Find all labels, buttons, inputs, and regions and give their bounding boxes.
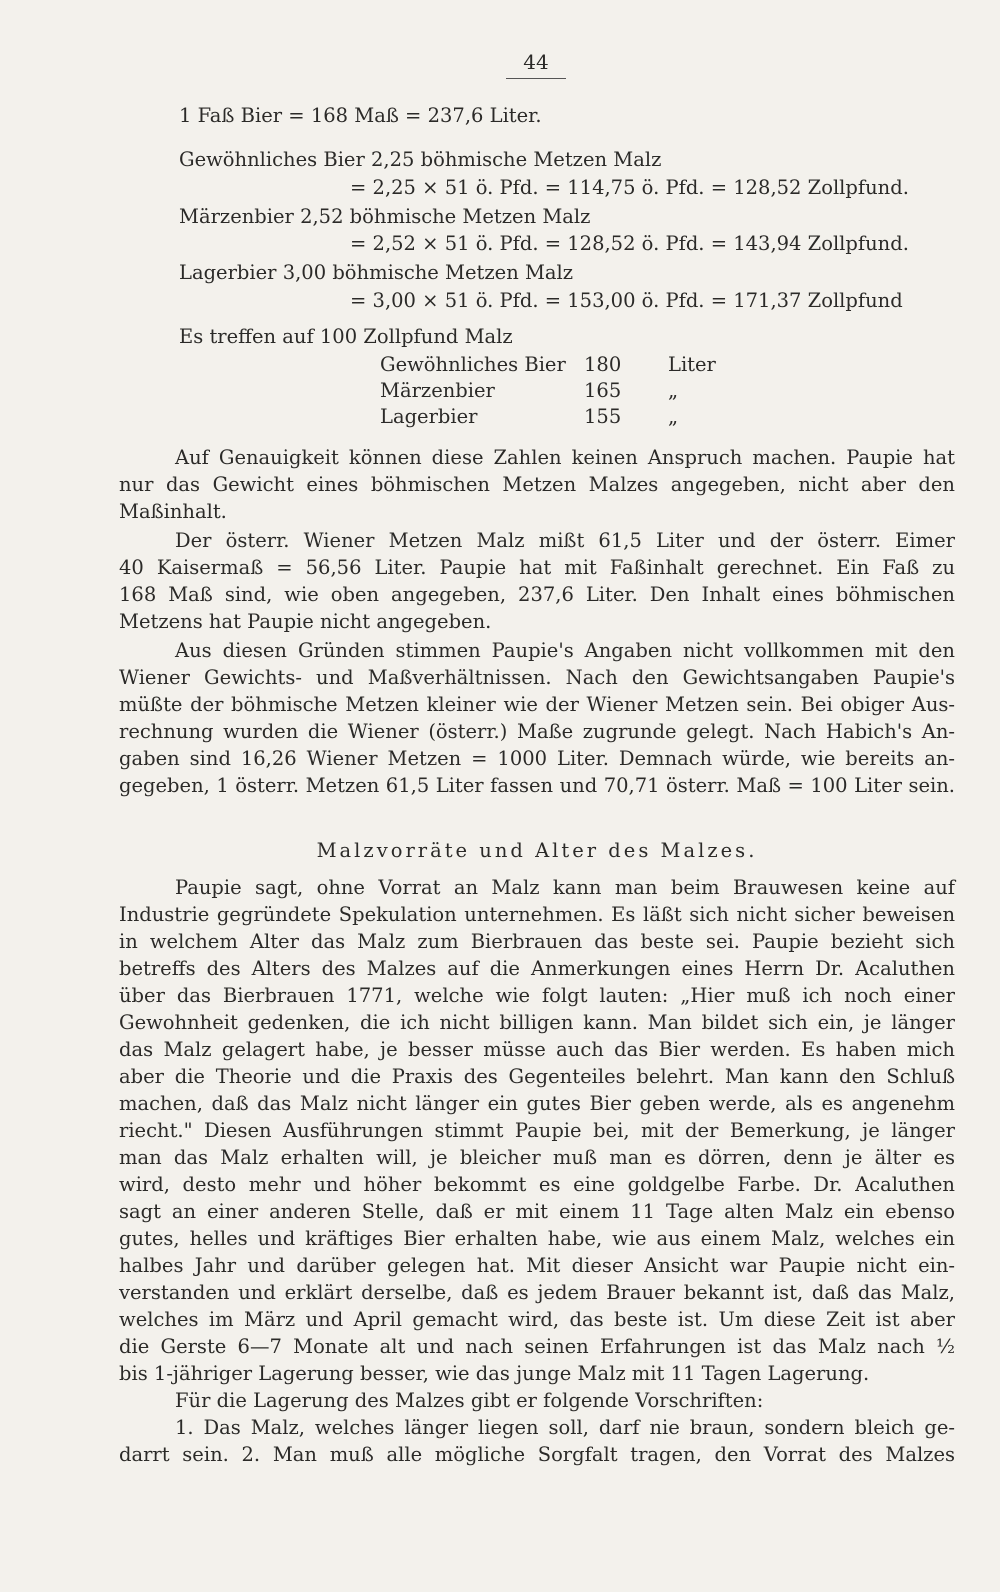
text-line: aber die Theorie und die Praxis des Gegenteiles belehrt. Man kann den Schluß [119, 1065, 955, 1088]
page-number: 44 [506, 50, 566, 79]
text-line: 168 Maß sind, wie oben angegeben, 237,6 Liter. Den Inhalt eines böhmischen [119, 583, 955, 606]
text-line: nur das Gewicht eines böhmischen Metzen Malzes angegeben, nicht aber den [119, 473, 955, 496]
table-row [380, 352, 716, 378]
text-line: wird, desto mehr und höher bekommt es eine goldgelbe Farbe. Dr. Acaluthen [119, 1173, 955, 1196]
measure-line: 1 Faß Bier = 168 Maß = 237,6 Liter. [179, 104, 542, 127]
table-value: 165 [584, 379, 622, 402]
text-line: Auf Genauigkeit können diese Zahlen keinen Anspruch machen. Paupie hat [175, 446, 955, 469]
table-value: 155 [584, 405, 622, 428]
table-value: 180 [584, 353, 622, 376]
measure-line: Märzenbier 2,52 böhmische Metzen Malz [179, 205, 591, 228]
measure-line: Es treffen auf 100 Zollpfund Malz [179, 325, 513, 348]
text-line: Gewohnheit gedenken, die ich nicht billigen kann. Man bildet sich ein, je länger [119, 1011, 955, 1034]
text-line: Paupie sagt, ohne Vorrat an Malz kann man beim Brauwesen keine auf [175, 876, 955, 899]
text-line: darrt sein. 2. Man muß alle mögliche Sorgfalt tragen, den Vorrat des Malzes [119, 1443, 955, 1466]
table-row [380, 378, 708, 404]
table-label: Lagerbier [380, 405, 478, 428]
text-line: sagt an einer anderen Stelle, daß er mit einem 11 Tage alten Malz ein ebenso [119, 1200, 955, 1223]
measure-line: = 2,25 × 51 ö. Pfd. = 114,75 ö. Pfd. = 128,52 Zollpfund. [350, 176, 909, 199]
text-line: verstanden und erklärt derselbe, daß es jedem Brauer bekannt ist, daß das Malz, [119, 1281, 955, 1304]
text-line: Maßinhalt. [119, 500, 227, 523]
text-line: das Malz gelagert habe, je besser müsse auch das Bier werden. Es haben mich [119, 1038, 955, 1061]
text-line: Der österr. Wiener Metzen Malz mißt 61,5 Liter und der österr. Eimer [175, 529, 955, 552]
section-heading: Malzvorräte und Alter des Malzes. [316, 839, 758, 862]
measure-line: Gewöhnliches Bier 2,25 böhmische Metzen Malz [179, 148, 662, 171]
yield-table [380, 352, 716, 430]
text-line: gaben sind 16,26 Wiener Metzen = 1000 Liter. Demnach würde, wie bereits an- [119, 747, 955, 770]
text-line: welches im März und April gemacht wird, das beste ist. Um diese Zeit ist aber [119, 1308, 955, 1331]
text-line: bis 1-jähriger Lagerung besser, wie das junge Malz mit 11 Tagen Lagerung. [119, 1362, 870, 1385]
text-line: in welchem Alter das Malz zum Bierbrauen das beste sei. Paupie bezieht sich [119, 930, 955, 953]
text-line: man das Malz erhalten will, je bleicher muß man es dörren, denn je älter es [119, 1146, 955, 1169]
text-line: halbes Jahr und darüber gelegen hat. Mit dieser Ansicht war Paupie nicht ein- [119, 1254, 955, 1277]
text-line: müßte der böhmische Metzen kleiner wie der Wiener Metzen sein. Bei obiger Aus- [119, 693, 955, 716]
table-label: Märzenbier [380, 379, 495, 402]
text-line: machen, daß das Malz nicht länger ein gutes Bier geben werde, als es angenehm [119, 1092, 955, 1115]
text-line: 1. Das Malz, welches länger liegen soll, darf nie braun, sondern bleich ge- [175, 1416, 955, 1439]
text-line: die Gerste 6—7 Monate alt und nach seinen Erfahrungen ist das Malz nach ½ [119, 1335, 955, 1358]
table-label: Gewöhnliches Bier [380, 353, 566, 376]
table-unit: „ [668, 379, 679, 402]
text-line: riecht." Diesen Ausführungen stimmt Paupie bei, mit der Bemerkung, je länger [119, 1119, 955, 1142]
text-line: Wiener Gewichts- und Maßverhältnissen. Nach den Gewichtsangaben Paupie's [119, 666, 955, 689]
text-line: über das Bierbrauen 1771, welche wie folgt lauten: „Hier muß ich noch einer [119, 984, 955, 1007]
text-line: Metzens hat Paupie nicht angegeben. [119, 610, 492, 633]
table-unit: „ [668, 405, 679, 428]
text-line: gegeben, 1 österr. Metzen 61,5 Liter fassen und 70,71 österr. Maß = 100 Liter sein. [119, 774, 955, 797]
text-line: Für die Lagerung des Malzes gibt er folgende Vorschriften: [175, 1389, 764, 1412]
measure-line: Lagerbier 3,00 böhmische Metzen Malz [179, 261, 574, 284]
text-line: 40 Kaisermaß = 56,56 Liter. Paupie hat mit Faßinhalt gerechnet. Ein Faß zu [119, 556, 955, 579]
text-line: Industrie gegründete Spekulation unternehmen. Es läßt sich nicht sicher beweisen [119, 903, 955, 926]
text-line: rechnung wurden die Wiener (österr.) Maße zugrunde gelegt. Nach Habich's An- [119, 720, 955, 743]
table-row [380, 404, 708, 430]
text-line: betreffs des Alters des Malzes auf die Anmerkungen eines Herrn Dr. Acaluthen [119, 957, 955, 980]
text-line: Aus diesen Gründen stimmen Paupie's Angaben nicht vollkommen mit den [175, 639, 955, 662]
measure-line: = 2,52 × 51 ö. Pfd. = 128,52 ö. Pfd. = 143,94 Zollpfund. [350, 232, 909, 255]
measure-line: = 3,00 × 51 ö. Pfd. = 153,00 ö. Pfd. = 171,37 Zollpfund [350, 289, 903, 312]
text-line: gutes, helles und kräftiges Bier erhalten habe, wie aus einem Malz, welches ein [119, 1227, 955, 1250]
table-unit: Liter [668, 353, 716, 376]
